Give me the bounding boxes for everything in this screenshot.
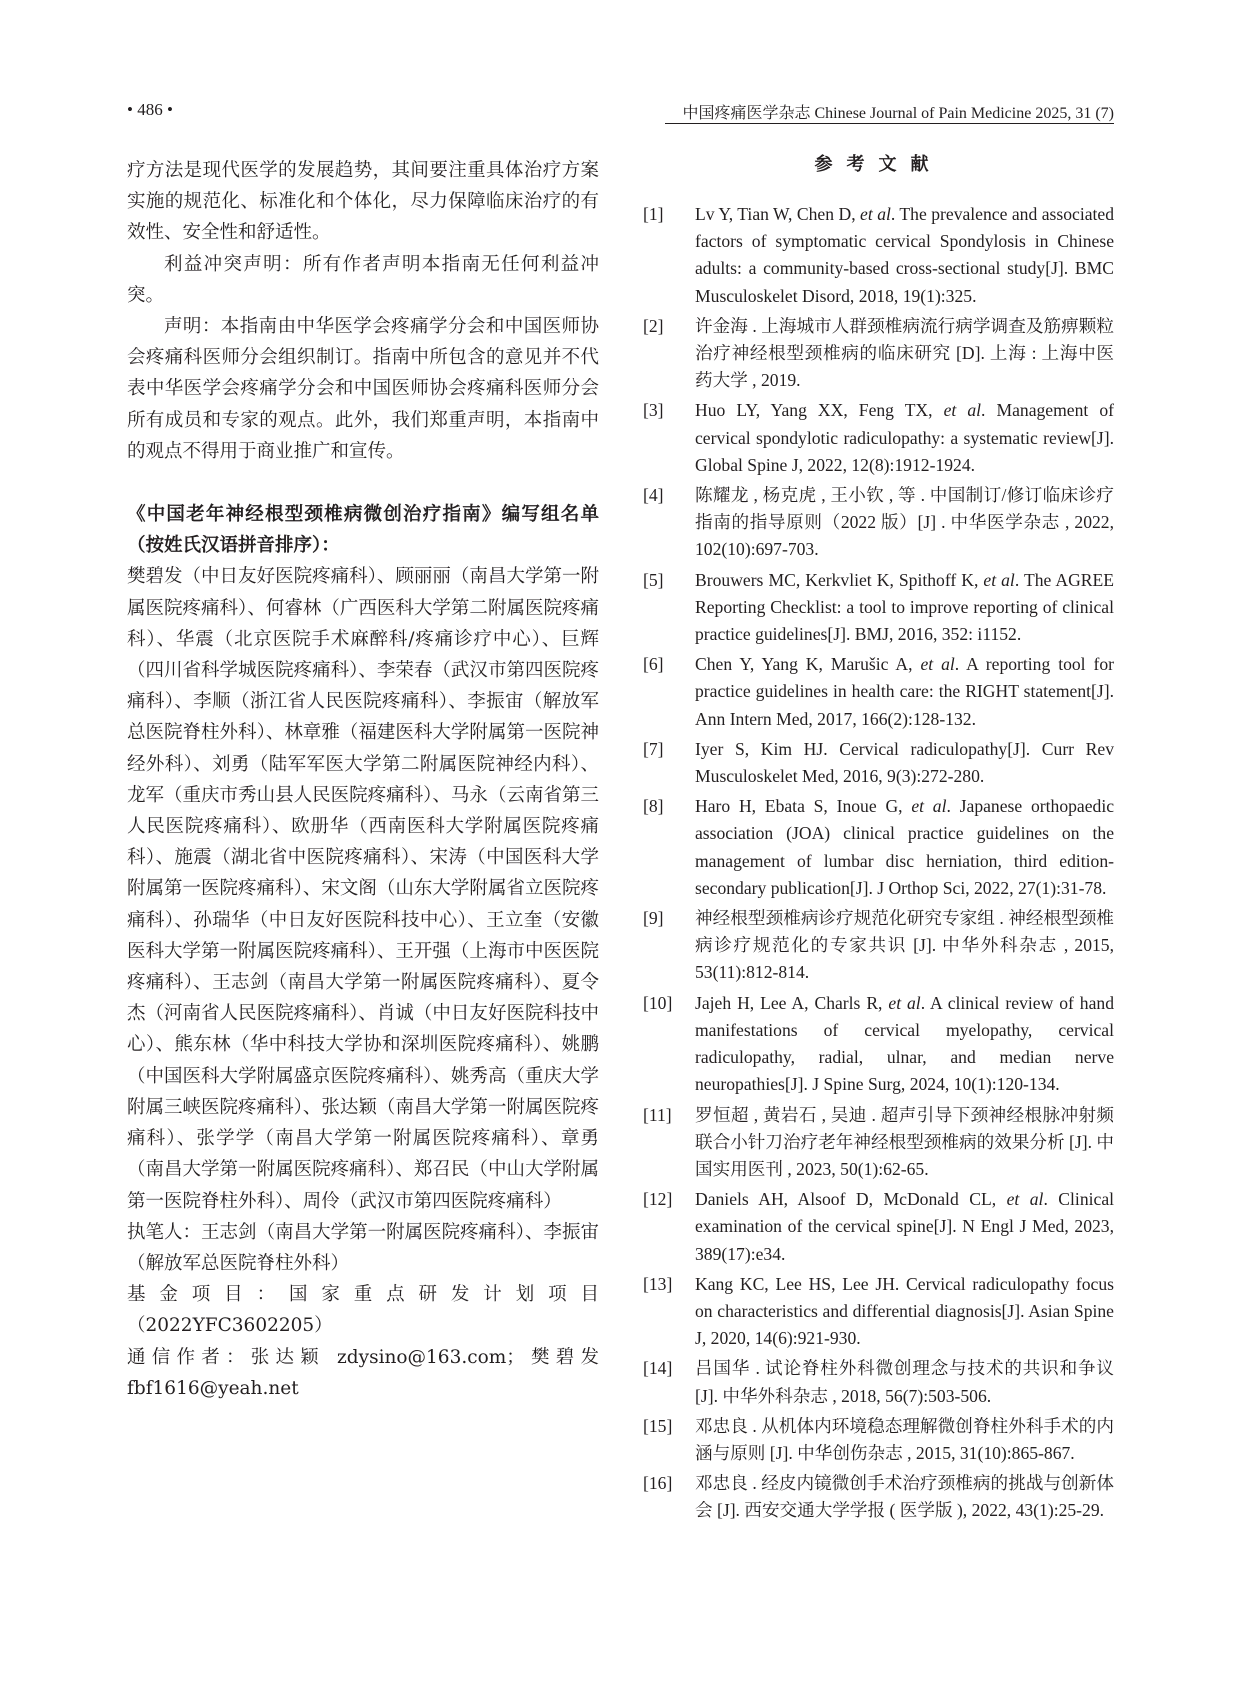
reference-item: [643, 990, 1114, 1099]
reference-number: [11]: [643, 1104, 672, 1125]
reference-number: [12]: [643, 1189, 673, 1210]
reference-number: [13]: [643, 1273, 673, 1294]
reference-text: Haro H, Ebata S, Inoue G,: [695, 796, 912, 817]
reference-text: Lv Y, Tian W, Chen D,: [695, 204, 861, 224]
reference-number: [2]: [643, 315, 664, 336]
reference-item: [643, 1186, 1114, 1268]
reference-text: Chen Y, Yang K, Marušic A,: [695, 654, 921, 675]
reference-text: 邓忠良 . 经皮内镜微创手术治疗颈椎病的挑战与创新体会 [J]. 西安交通大学学报 ( 医学版 ), 2022, 43(1):25-29.: [695, 1473, 1114, 1521]
reference-text-continued: . The AGREE Reporting Checklist: a tool to improve reporting of clinical practice guidelines[J]. BMJ, 2016, 352: i1152.: [695, 569, 1115, 645]
reference-number: [14]: [643, 1358, 673, 1379]
reference-number: [6]: [643, 654, 664, 675]
reference-text: 吕国华 . 试论脊柱外科微创理念与技术的共识和争议 [J]. 中华外科杂志 , 2018, 56(7):503-506.: [695, 1358, 1114, 1406]
reference-et-al: et al: [888, 992, 921, 1013]
reference-item: [643, 1102, 1114, 1184]
reference-text: Kang KC, Lee HS, Lee JH. Cervical radiculopathy focus on characteristics and differential diagnosis[J]. Asian Spine J, 2020, 14(6):921-930.: [695, 1273, 1114, 1349]
reference-text-continued: . Japanese orthopaedic association (JOA) clinical practice guidelines on the management of lumbar disc herniation, third edition-secondary publication[J]. J Orthop Sci, 2022, 27(1):31-78.: [695, 796, 1115, 898]
reference-number: [7]: [643, 738, 664, 759]
conflict-of-interest: 利益冲突声明：所有作者声明本指南无任何利益冲突。: [127, 253, 599, 306]
reference-item: [643, 567, 1114, 649]
statement: 声明：本指南由中华医学会疼痛学分会和中国医师协会疼痛科医师分会组织制订。指南中所包含的意见并不代表中华医学会疼痛学分会和中国医师协会疼痛科医师分会所有成员和专家的观点。此外，我们郑重声明，本指南中的观点不得用于商业推广和宣传。: [127, 316, 599, 462]
reference-text-continued: . Management of cervical spondylotic radiculopathy: a systematic review[J]. Global Spine J, 2022, 12(8):1912-1924.: [695, 400, 1114, 475]
reference-text: Huo LY, Yang XX, Feng TX,: [695, 400, 944, 421]
reference-et-al: et al: [983, 569, 1015, 590]
reference-text: Daniels AH, Alsoof D, McDonald CL,: [695, 1189, 1007, 1210]
reference-text: 许金海 . 上海城市人群颈椎病流行病学调查及筋痹颗粒治疗神经根型颈椎病的临床研究 [D]. 上海 : 上海中医药大学 , 2019.: [695, 315, 1114, 391]
reference-list: [643, 201, 1114, 1525]
reference-item: [643, 1271, 1114, 1353]
reference-et-al: et al: [911, 796, 947, 817]
funding: 基金项目：国家重点研发计划项目（2022YFC3602205）: [127, 1284, 599, 1337]
reference-number: [3]: [643, 400, 664, 421]
reference-number: [9]: [643, 908, 664, 929]
references-section: [643, 150, 1114, 1528]
reference-text: 邓忠良 . 从机体内环境稳态理解微创脊柱外科手术的内涵与原则 [J]. 中华创伤杂志 , 2015, 31(10):865-867.: [695, 1415, 1114, 1463]
reference-text-continued: . A reporting tool for practice guidelines in health care: the RIGHT statement[J]. Ann Intern Med, 2017, 166(2):128-132.: [695, 654, 1114, 729]
closing-paragraph: 疗方法是现代医学的发展趋势，其间要注重具体治疗方案实施的规范化、标准化和个体化，尽力保障临床治疗的有效性、安全性和舒适性。: [127, 160, 599, 244]
reference-et-al: et al: [920, 654, 955, 675]
committee-heading: 《中国老年神经根型颈椎病微创治疗指南》编写组名单（按姓氏汉语拼音排序）：: [127, 504, 599, 557]
reference-item: [643, 1413, 1114, 1467]
journal-title: 中国疼痛医学杂志 Chinese Journal of Pain Medicine 2025, 31 (7): [682, 105, 1114, 122]
reference-item: [643, 1355, 1114, 1409]
writers: 执笔人：王志剑（南昌大学第一附属医院疼痛科）、李振宙（解放军总医院脊柱外科）: [127, 1221, 599, 1274]
reference-item: [643, 793, 1114, 902]
reference-text-continued: . The prevalence and associated factors of symptomatic cervical Spondylosis in Chinese adults: a community-based cross-sectional study[J]. BMC Musculoskelet Disord, 2018, 19(1):325.: [695, 204, 1115, 306]
header-rule: [665, 123, 1114, 124]
reference-text: 罗恒超 , 黄岩石 , 吴迪 . 超声引导下颈神经根脉冲射频联合小针刀治疗老年神经根型颈椎病的效果分析 [J]. 中国实用医刊 , 2023, 50(1):62-65.: [695, 1104, 1114, 1179]
reference-text: 神经根型颈椎病诊疗规范化研究专家组 . 神经根型颈椎病诊疗规范化的专家共识 [J]. 中华外科杂志 , 2015, 53(11):812-814.: [695, 908, 1114, 983]
reference-item: [643, 651, 1114, 733]
reference-item: [643, 736, 1114, 790]
section-gap: [127, 467, 599, 499]
reference-text: 陈耀龙 , 杨克虎 , 王小钦 , 等 . 中国制订/修订临床诊疗指南的指导原则（2022 版）[J] . 中华医学杂志 , 2022, 102(10):697-703.: [695, 485, 1114, 560]
reference-item: [643, 201, 1114, 310]
reference-item: [643, 1470, 1114, 1524]
reference-text: Iyer S, Kim HJ. Cervical radiculopathy[J]. Curr Rev Musculoskelet Med, 2016, 9(3):272-280.: [695, 738, 1114, 787]
reference-number: [5]: [643, 569, 664, 590]
reference-number: [4]: [643, 485, 664, 506]
references-title: 参考文献: [814, 154, 943, 175]
reference-number: [1]: [643, 204, 664, 224]
reference-item: [643, 905, 1114, 987]
reference-number: [8]: [643, 796, 664, 817]
committee-members: 樊碧发（中日友好医院疼痛科）、顾丽丽（南昌大学第一附属医院疼痛科）、何睿林（广西医科大学第二附属医院疼痛科）、华震（北京医院手术麻醉科/疼痛诊疗中心）、巨辉（四川省科学城医院疼痛科）、李荣春（武汉市第四医院疼痛科）、李顺（浙江省人民医院疼痛科）、李振宙（解放军总医院脊柱外科）、林章雅（福建医科大学附属第一医院神经外科）、刘勇（陆军军医大学第二附属医院神经内科）、龙军（重庆市秀山县人民医院疼痛科）、马永（云南省第三人民医院疼痛科）、欧册华（西南医科大学附属医院疼痛科）、施震（湖北省中医院疼痛科）、宋涛（中国医科大学附属第一医院疼痛科）、宋文阁（山东大学附属省立医院疼痛科）、孙瑞华（中日友好医院科技中心）、王立奎（安徽医科大学第一附属医院疼痛科）、王开强（上海市中医医院疼痛科）、王志剑（南昌大学第一附属医院疼痛科）、夏令杰（河南省人民医院疼痛科）、肖诚（中日友好医院科技中心）、熊东林（华中科技大学协和深圳医院疼痛科）、姚鹏（中国医科大学附属盛京医院疼痛科）、姚秀高（重庆大学附属三峡医院疼痛科）、张达颖（南昌大学第一附属医院疼痛科）、张学学（南昌大学第一附属医院疼痛科）、章勇（南昌大学第一附属医院疼痛科）、郑召民（中山大学附属第一医院脊柱外科）、周伶（武汉市第四医院疼痛科）: [127, 566, 599, 1212]
correspondence: 通信作者：张达颖 zdysino@163.com；樊碧发 fbf1616@yeah.net: [127, 1346, 599, 1399]
reference-number: [16]: [643, 1473, 673, 1494]
page-header: [127, 100, 1114, 126]
reference-text: Jajeh H, Lee A, Charls R,: [695, 992, 889, 1013]
left-column: [127, 155, 599, 1404]
reference-item: [643, 313, 1114, 395]
reference-text-continued: . Clinical examination of the cervical spine[J]. N Engl J Med, 2023, 389(17):e34.: [695, 1189, 1115, 1264]
reference-text: Brouwers MC, Kerkvliet K, Spithoff K,: [695, 569, 984, 590]
reference-number: [15]: [643, 1415, 673, 1436]
reference-et-al: et al: [943, 400, 982, 421]
reference-et-al: et al: [1006, 1189, 1044, 1210]
page-number: • 486 •: [127, 100, 173, 119]
reference-text-continued: . A clinical review of hand manifestations of cervical myelopathy, cervical radiculopathy, radial, ulnar, and median nerve neuropathies[J]. J Spine Surg, 2024, 10(1):120-134.: [695, 992, 1114, 1095]
reference-item: [643, 482, 1114, 564]
reference-number: [10]: [643, 992, 673, 1013]
reference-et-al: et al: [860, 204, 891, 224]
reference-item: [643, 397, 1114, 479]
